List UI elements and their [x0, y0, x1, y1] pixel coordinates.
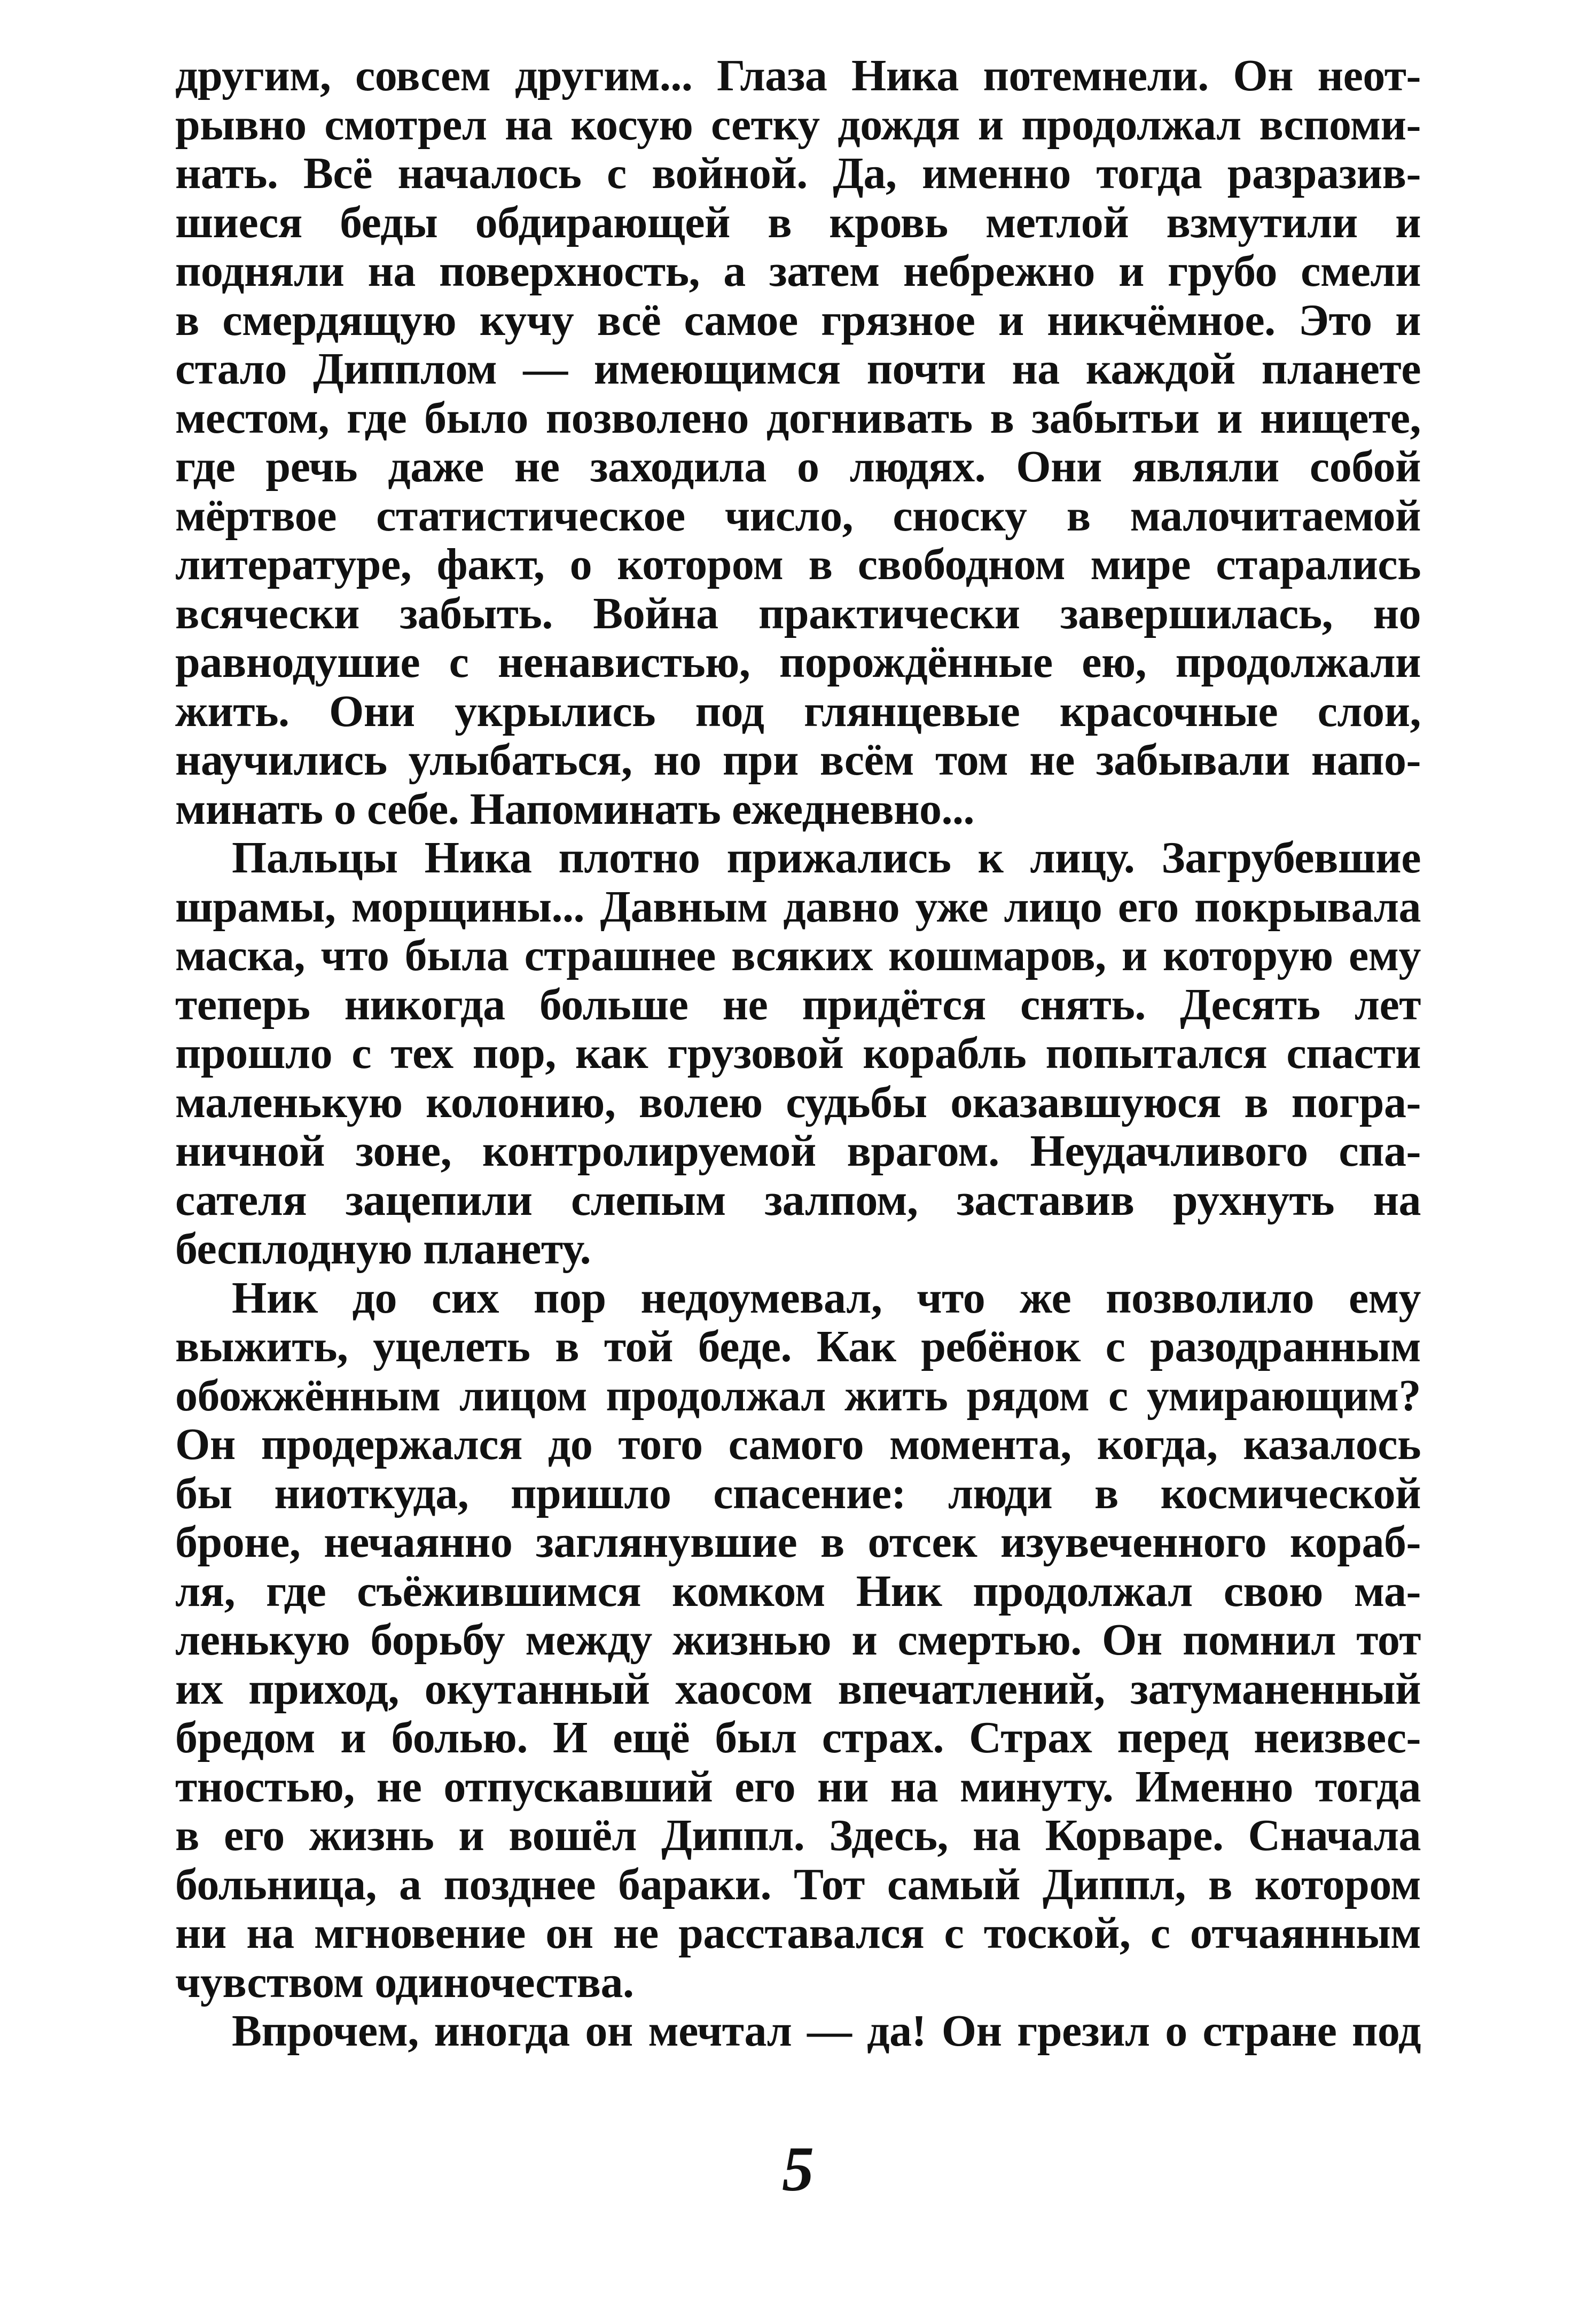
text-line: жить. Они укрылись под глянцевые красочные слои,: [175, 686, 1421, 736]
text-line: в смердящую кучу всё самое грязное и никчёмное. Это и: [175, 295, 1421, 345]
page-number: 5: [782, 2133, 814, 2204]
text-line: маленькую колонию, волею судьбы оказавшуюся в погра-: [175, 1077, 1421, 1127]
text-line: местом, где было позволено догнивать в забытьи и нищете,: [175, 393, 1421, 443]
text-line: чувством одиночества.: [175, 1957, 634, 2007]
text-line: Впрочем, иногда он мечтал — да! Он грезил о стране под: [232, 2006, 1421, 2056]
text-line: подняли на поверхность, а затем небрежно и грубо смели: [175, 246, 1421, 296]
text-line: сателя зацепили слепым залпом, заставив рухнуть на: [175, 1175, 1421, 1225]
text-line: броне, нечаянно заглянувшие в отсек изувеченного кораб-: [175, 1517, 1421, 1567]
text-line: рывно смотрел на косую сетку дождя и продолжал вспоми-: [175, 99, 1421, 150]
text-line: Пальцы Ника плотно прижались к лицу. Загрубевшие: [232, 833, 1421, 883]
text-line: минать о себе. Напоминать ежедневно...: [175, 784, 975, 834]
text-line: тностью, не отпускавший его ни на минуту. Именно тогда: [175, 1761, 1421, 1812]
text-line: прошло с тех пор, как грузовой корабль попытался спасти: [175, 1028, 1421, 1078]
body-text: [175, 51, 1421, 2056]
paragraph-2: [175, 833, 1421, 1274]
text-line: бредом и болью. И ещё был страх. Страх перед неизвес-: [175, 1713, 1421, 1762]
text-line: другим, совсем другим... Глаза Ника потемнели. Он неот-: [175, 51, 1421, 100]
text-line: ля, где съёжившимся комком Ник продолжал свою ма-: [175, 1566, 1421, 1616]
text-line: ничной зоне, контролируемой врагом. Неудачливого спа-: [175, 1126, 1421, 1176]
text-line: нать. Всё началось с войной. Да, именно тогда разразив-: [175, 149, 1421, 198]
text-line: бы ниоткуда, пришло спасение: люди в космической: [175, 1468, 1421, 1518]
text-line: выжить, уцелеть в той беде. Как ребёнок с разодранным: [175, 1322, 1421, 1371]
text-line: теперь никогда больше не придётся снять. Десять лет: [175, 979, 1421, 1029]
text-line: литературе, факт, о котором в свободном мире старались: [175, 540, 1421, 589]
text-line: ни на мгновение он не расставался с тоской, с отчаянным: [175, 1908, 1421, 1958]
paragraph-1: [175, 51, 1421, 833]
text-line: научились улыбаться, но при всём том не забывали напо-: [175, 735, 1421, 785]
text-line: всячески забыть. Война практически завершилась, но: [175, 588, 1421, 638]
text-line: Ник до сих пор недоумевал, что же позволило ему: [232, 1273, 1421, 1323]
paragraph-3: [175, 1274, 1421, 2007]
text-line: шиеся беды обдирающей в кровь метлой взмутили и: [175, 197, 1421, 247]
text-line: в его жизнь и вошёл Диппл. Здесь, на Корваре. Сначала: [175, 1811, 1421, 1860]
text-line: маска, что была страшнее всяких кошмаров, и которую ему: [175, 931, 1421, 980]
text-line: бесплодную планету.: [175, 1224, 591, 1274]
text-line: где речь даже не заходила о людях. Они являли собой: [175, 442, 1421, 492]
paragraph-4: [175, 2007, 1421, 2056]
text-line: стало Дипплом — имеющимся почти на каждой планете: [175, 344, 1421, 394]
text-line: их приход, окутанный хаосом впечатлений, затуманенный: [175, 1664, 1421, 1714]
text-line: обожжённым лицом продолжал жить рядом с умирающим?: [175, 1370, 1421, 1421]
text-line: ленькую борьбу между жизнью и смертью. Он помнил тот: [175, 1615, 1421, 1665]
text-line: шрамы, морщины... Давным давно уже лицо его покрывала: [175, 881, 1421, 932]
text-line: Он продержался до того самого момента, когда, казалось: [175, 1419, 1421, 1469]
text-line: больница, а позднее бараки. Тот самый Диппл, в котором: [175, 1859, 1421, 1909]
text-line: равнодушие с ненавистью, порождённые ею, продолжали: [175, 637, 1421, 687]
text-line: мёртвое статистическое число, сноску в малочитаемой: [175, 490, 1421, 541]
